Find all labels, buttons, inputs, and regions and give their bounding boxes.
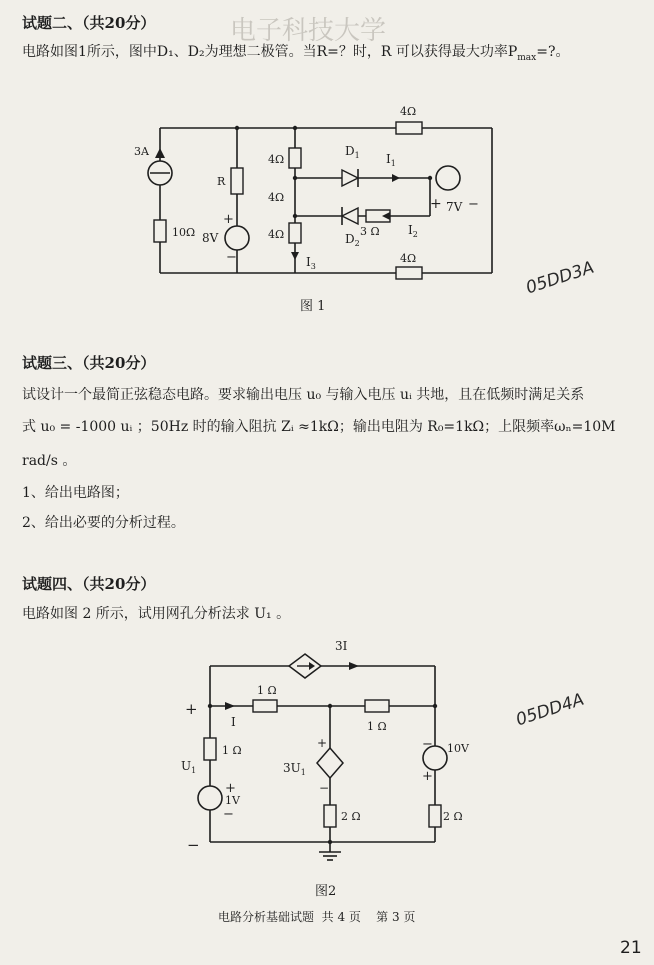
label-1ohm-a: 1 Ω [257, 684, 277, 697]
label-u1: $U_1$ [181, 759, 197, 775]
q3-line3: rad/s 。 [22, 453, 77, 469]
label-dep-minus: − [319, 781, 330, 795]
label-3u1: $3U_1$ [283, 761, 306, 777]
figure-1-caption: 图 1 [300, 299, 326, 314]
label-7v: 7V [446, 200, 463, 214]
page-footer: 电路分析基础试题 共 4 页 第 3 页 [218, 910, 416, 924]
current-arrow-icon [225, 702, 235, 710]
label-8v-minus: − [226, 250, 237, 265]
label-1v-plus: + [225, 781, 236, 796]
figure-1-circuit [120, 98, 520, 313]
label-dep-plus: + [317, 736, 328, 750]
i3-arrow-icon [291, 252, 299, 260]
label-10v-plus: + [422, 769, 433, 784]
voltage-source-8v-icon [225, 226, 249, 250]
q3-line2: 式 u₀ = -1000 uᵢ ；50Hz 时的输入阻抗 Zᵢ ≈1kΩ；输出电阻为 R₀=1kΩ；上限频率ωₙ=10M [22, 419, 616, 435]
label-1ohm-b: 1 Ω [367, 720, 387, 733]
resistor-4-botright-icon [396, 267, 422, 279]
resistor-4-topright-icon [396, 122, 422, 134]
label-10v: 10V [447, 742, 469, 755]
label-3a: 3A [134, 145, 149, 158]
label-i2: $I_2$ [408, 223, 418, 239]
figure-2-caption: 图2 [315, 884, 337, 899]
label-4ohm-botright: 4Ω [400, 252, 417, 265]
resistor-r-icon [231, 168, 243, 194]
q3-item1: 1、给出电路图； [22, 485, 129, 501]
voltage-source-7v-icon [436, 166, 460, 190]
label-d1: $D_1$ [345, 144, 360, 160]
resistor-1ohm-a-icon [253, 700, 277, 712]
q3-item2: 2、给出必要的分析过程。 [22, 515, 185, 531]
diode-d1-icon [342, 170, 358, 186]
label-4ohm-top: 4Ω [268, 153, 285, 166]
q4-text: 电路如图 2 所示，试用网孔分析法求 U₁ 。 [22, 606, 291, 622]
label-10ohm: 10Ω [172, 226, 196, 239]
label-7v-plus: + [430, 196, 442, 212]
q2-heading: 试题二、（共20分） [22, 14, 156, 32]
label-r: R [217, 175, 226, 188]
dependent-voltage-source-icon [317, 748, 343, 778]
resistor-1ohm-c-icon [204, 738, 216, 760]
handwritten-stamp-2: 05DD4A [513, 689, 587, 731]
label-i1: $I_1$ [386, 152, 396, 168]
q3-heading: 试题三、（共20分） [22, 354, 156, 372]
resistor-4-mid-icon [289, 223, 301, 243]
q3-line1: 试设计一个最简正弦稳态电路。要求输出电压 u₀ 与输入电压 uᵢ 共地，且在低频时满足关系 [22, 387, 585, 403]
q4-heading: 试题四、（共20分） [22, 575, 156, 593]
label-plus-top: + [185, 700, 198, 718]
label-d2: $D_2$ [345, 232, 360, 248]
arrow-right-icon [349, 662, 359, 670]
figure-2-circuit [175, 630, 469, 865]
resistor-1ohm-b-icon [365, 700, 389, 712]
label-2ohm-b: 2 Ω [443, 810, 463, 823]
label-10v-minus: − [422, 737, 433, 752]
label-4ohm-topright: 4Ω [400, 105, 417, 118]
label-1v: 1V [225, 794, 240, 807]
label-8v: 8V [202, 231, 219, 245]
label-i: I [231, 715, 236, 729]
resistor-10-icon [154, 220, 166, 242]
i1-arrow-icon [392, 174, 400, 182]
label-4ohm-bot: 4Ω [268, 228, 285, 241]
bleed-through-text: 电子科技大学 [230, 16, 387, 46]
label-8v-plus: + [223, 212, 234, 227]
label-2ohm-a: 2 Ω [341, 810, 361, 823]
voltage-source-1v-icon [198, 786, 222, 810]
label-3i: 3I [335, 639, 348, 653]
page-number: 21 [620, 938, 642, 958]
label-i3: $I_3$ [306, 255, 316, 271]
resistor-4-top-icon [289, 148, 301, 168]
handwritten-stamp-1: 05DD3A [523, 257, 597, 299]
label-1ohm-c: 1 Ω [222, 744, 242, 757]
resistor-2ohm-a-icon [324, 805, 336, 827]
label-7v-minus: − [468, 197, 479, 212]
label-minus-bottom: − [187, 836, 200, 854]
q2-text: 电路如图1所示，图中D₁、D₂为理想二极管。当R=？时，R 可以获得最大功率$P_{max}=$?。 [22, 44, 570, 63]
diode-d2-icon [342, 208, 358, 224]
label-3ohm: 3 Ω [360, 225, 380, 238]
label-1v-minus: − [223, 807, 234, 822]
label-4ohm-mid: 4Ω [268, 191, 285, 204]
resistor-2ohm-b-icon [429, 805, 441, 827]
